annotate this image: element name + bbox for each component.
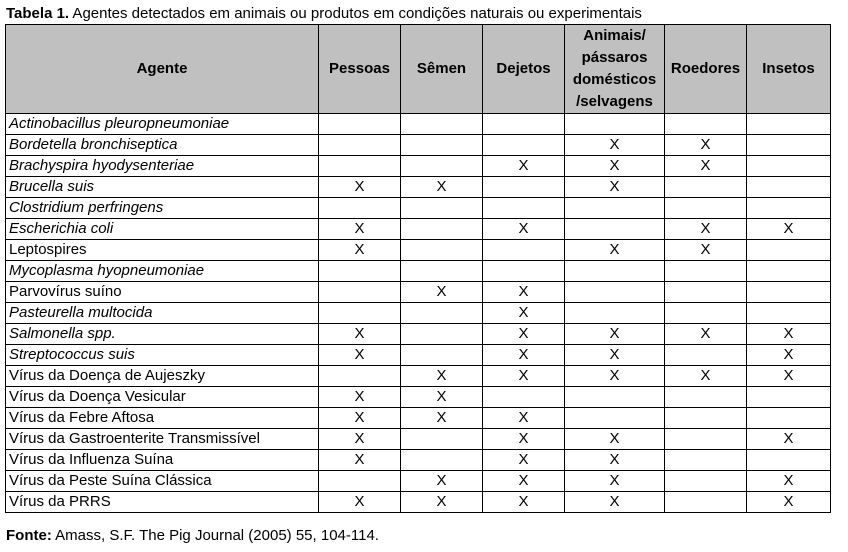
mark-cell [665,345,747,366]
agent-name-cell: Brucella suis [6,177,319,198]
header-agent: Agente [6,25,319,114]
mark-cell [747,282,831,303]
mark-cell [483,240,565,261]
mark-cell [665,450,747,471]
mark-cell [747,240,831,261]
source-note [6,527,379,544]
header-animais-line2: pássaros [581,49,648,66]
table-row [6,240,831,261]
mark-cell: X [483,303,565,324]
agent-name-cell: Vírus da Doença Vesicular [6,387,319,408]
mark-cell: X [747,366,831,387]
mark-cell [747,408,831,429]
source-label: Fonte: [6,527,52,544]
agent-name-cell: Streptococcus suis [6,345,319,366]
table-caption [6,5,642,22]
mark-cell [483,114,565,135]
mark-cell: X [665,219,747,240]
mark-cell [319,471,401,492]
mark-cell [565,408,665,429]
mark-cell: X [747,429,831,450]
mark-cell [565,282,665,303]
mark-cell: X [483,345,565,366]
mark-cell: X [483,324,565,345]
header-insetos: Insetos [747,25,831,114]
table-row [6,303,831,324]
mark-cell [565,198,665,219]
agent-name-cell: Actinobacillus pleuropneumoniae [6,114,319,135]
mark-cell: X [319,177,401,198]
mark-cell [401,198,483,219]
mark-cell: X [565,135,665,156]
table-row [6,387,831,408]
mark-cell [747,135,831,156]
mark-cell: X [401,366,483,387]
mark-cell: X [319,324,401,345]
mark-cell [665,303,747,324]
mark-cell: X [483,471,565,492]
mark-cell: X [565,471,665,492]
mark-cell: X [747,471,831,492]
mark-cell: X [665,366,747,387]
table-row [6,429,831,450]
mark-cell: X [401,177,483,198]
mark-cell: X [483,156,565,177]
mark-cell [665,387,747,408]
mark-cell: X [665,156,747,177]
agent-name-cell: Bordetella bronchiseptica [6,135,319,156]
agent-name-cell: Salmonella spp. [6,324,319,345]
header-dejetos: Dejetos [483,25,565,114]
mark-cell: X [665,135,747,156]
mark-cell: X [565,345,665,366]
table-body [6,114,831,513]
mark-cell [665,471,747,492]
mark-cell: X [747,219,831,240]
mark-cell [665,282,747,303]
agent-name-cell: Pasteurella multocida [6,303,319,324]
mark-cell: X [319,450,401,471]
mark-cell: X [565,450,665,471]
mark-cell [401,240,483,261]
agent-name-cell: Clostridium perfringens [6,198,319,219]
agent-name-cell: Vírus da Peste Suína Clássica [6,471,319,492]
mark-cell: X [483,219,565,240]
mark-cell [747,114,831,135]
mark-cell: X [747,492,831,513]
mark-cell [319,261,401,282]
mark-cell: X [565,429,665,450]
header-animais-line3: domésticos [572,71,657,88]
mark-cell [401,324,483,345]
mark-cell: X [401,492,483,513]
mark-cell: X [565,177,665,198]
mark-cell: X [401,408,483,429]
mark-cell: X [665,324,747,345]
mark-cell [747,198,831,219]
table-row [6,492,831,513]
mark-cell: X [483,492,565,513]
mark-cell [401,135,483,156]
mark-cell: X [565,492,665,513]
mark-cell: X [319,345,401,366]
table-row [6,261,831,282]
mark-cell [565,303,665,324]
mark-cell: X [401,282,483,303]
mark-cell [565,219,665,240]
mark-cell [483,177,565,198]
mark-cell [319,198,401,219]
mark-cell: X [319,429,401,450]
table-row [6,471,831,492]
mark-cell [665,198,747,219]
mark-cell [665,492,747,513]
mark-cell: X [401,471,483,492]
agent-name-cell: Parvovírus suíno [6,282,319,303]
mark-cell [483,198,565,219]
mark-cell [319,303,401,324]
table-row [6,219,831,240]
header-animais-line1: Animais/ [583,27,646,44]
mark-cell: X [483,450,565,471]
mark-cell: X [319,492,401,513]
agent-name-cell: Vírus da PRRS [6,492,319,513]
header-animais-line4: /selvagens [576,93,653,110]
mark-cell [319,156,401,177]
mark-cell [747,177,831,198]
table-row [6,408,831,429]
source-text: Amass, S.F. The Pig Journal (2005) 55, 104-114. [51,527,379,544]
agent-name-cell: Vírus da Gastroenterite Transmissível [6,429,319,450]
mark-cell: X [319,408,401,429]
mark-cell [483,135,565,156]
agent-name-cell: Vírus da Febre Aftosa [6,408,319,429]
mark-cell [401,345,483,366]
mark-cell [401,114,483,135]
mark-cell [665,408,747,429]
mark-cell [401,219,483,240]
agent-name-cell: Escherichia coli [6,219,319,240]
mark-cell [483,261,565,282]
mark-cell [401,303,483,324]
header-animais [565,25,665,114]
mark-cell [747,303,831,324]
mark-cell [747,387,831,408]
caption-text: Agentes detectados em animais ou produtos em condições naturais ou experimentais [69,5,642,22]
agent-name-cell: Leptospires [6,240,319,261]
mark-cell [747,261,831,282]
mark-cell [665,114,747,135]
mark-cell [401,429,483,450]
mark-cell: X [665,240,747,261]
table-row [6,366,831,387]
mark-cell: X [565,156,665,177]
mark-cell [319,282,401,303]
mark-cell [665,261,747,282]
table-row [6,345,831,366]
table-row [6,177,831,198]
table-row [6,156,831,177]
header-semen: Sêmen [401,25,483,114]
mark-cell: X [401,387,483,408]
mark-cell: X [483,282,565,303]
table-row [6,198,831,219]
mark-cell [401,156,483,177]
mark-cell [747,156,831,177]
agent-name-cell: Brachyspira hyodysenteriae [6,156,319,177]
mark-cell: X [483,408,565,429]
mark-cell: X [565,366,665,387]
mark-cell: X [483,366,565,387]
mark-cell: X [319,240,401,261]
table-row [6,282,831,303]
mark-cell [319,114,401,135]
mark-cell [565,261,665,282]
mark-cell [565,387,665,408]
mark-cell: X [483,429,565,450]
table-row [6,114,831,135]
table-row [6,135,831,156]
mark-cell [319,135,401,156]
mark-cell [665,429,747,450]
mark-cell [401,450,483,471]
agent-name-cell: Vírus da Doença de Aujeszky [6,366,319,387]
header-row [6,25,831,114]
table-row [6,450,831,471]
mark-cell [665,177,747,198]
header-roedores: Roedores [665,25,747,114]
mark-cell: X [319,387,401,408]
table-row [6,324,831,345]
agent-name-cell: Mycoplasma hyopneumoniae [6,261,319,282]
mark-cell: X [565,324,665,345]
caption-label: Tabela 1. [6,5,70,22]
mark-cell: X [747,345,831,366]
agents-table [5,24,831,513]
mark-cell: X [747,324,831,345]
mark-cell: X [319,219,401,240]
mark-cell [319,366,401,387]
agent-name-cell: Vírus da Influenza Suína [6,450,319,471]
mark-cell [565,114,665,135]
mark-cell [483,387,565,408]
mark-cell [747,450,831,471]
mark-cell: X [565,240,665,261]
mark-cell [401,261,483,282]
header-pessoas: Pessoas [319,25,401,114]
